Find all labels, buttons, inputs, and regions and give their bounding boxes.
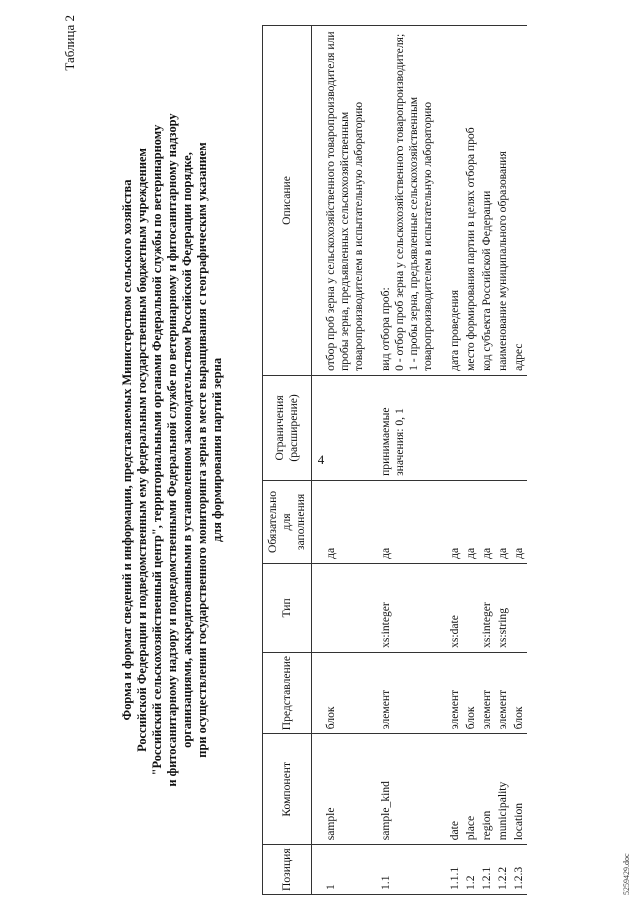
cell-position: 1.1.1 <box>436 845 463 895</box>
table-row <box>367 26 436 895</box>
cell-restriction <box>312 375 368 480</box>
cell-type <box>312 563 368 652</box>
description-line: адрес <box>512 343 525 371</box>
cell-required: да <box>312 480 368 563</box>
cell-type: xs:string <box>495 563 511 652</box>
heading-line: для формирования партий зерна <box>210 357 224 543</box>
heading-line: организациями, аккредитованными в установленном законодательством Российской Федерации порядке, <box>180 152 194 748</box>
cell-required: да <box>511 480 527 563</box>
cell-description <box>367 26 436 376</box>
table-row <box>312 26 368 895</box>
description-line: место формирования партии в целях отбора проб <box>464 127 477 371</box>
header-required: Обязательно для заполнения <box>263 480 312 563</box>
description-line: дата проведения <box>448 289 461 371</box>
header-type: Тип <box>263 563 312 652</box>
description-line: вид отбора проб: <box>379 287 392 371</box>
description-line: 0 - отбор проб зерна у сельскохозяйственного товаропроизводителя; <box>393 33 406 371</box>
cell-representation: блок <box>312 652 368 733</box>
table-row <box>436 26 463 895</box>
cell-component: sample_kind <box>367 734 436 845</box>
heading-line: при осуществлении государственного мониторинга зерна в месте выращивания с географическим указанием <box>195 142 209 758</box>
header-description: Описание <box>263 26 312 376</box>
cell-position: 1.2.3 <box>511 845 527 895</box>
cell-position: 1.2.1 <box>479 845 495 895</box>
table-row <box>463 26 479 895</box>
cell-required: да <box>479 480 495 563</box>
cell-required: да <box>495 480 511 563</box>
heading-line: "Российский сельскохозяйственный центр", территориальными органами Федеральной службы по ветеринарному <box>150 124 164 776</box>
cell-position: 1.1 <box>367 845 436 895</box>
cell-required: да <box>436 480 463 563</box>
table-body <box>312 26 528 895</box>
cell-representation: блок <box>511 652 527 733</box>
cell-component: date <box>436 734 463 845</box>
cell-required: да <box>463 480 479 563</box>
cell-restriction <box>436 375 463 480</box>
cell-position: 1 <box>312 845 368 895</box>
heading-line: Российской Федерации и подведомственным ему федеральным государственным бюджетным учреждением <box>135 148 149 752</box>
cell-position: 1.2 <box>463 845 479 895</box>
description-line: отбор проб зерна у сельскохозяйственного товаропроизводителя или пробы зерна, предъявленных сельскохозяйственным товаропроизводителем в испытательную лабораторию <box>324 31 365 371</box>
footer-code: 5259429.doc <box>622 853 631 895</box>
header-representation: Представление <box>263 652 312 733</box>
cell-component: place <box>463 734 479 845</box>
cell-type <box>511 563 527 652</box>
cell-restriction <box>479 375 495 480</box>
table-row <box>479 26 495 895</box>
cell-representation: элемент <box>479 652 495 733</box>
header-position: Позиция <box>263 845 312 895</box>
cell-required: да <box>367 480 436 563</box>
table-label: Таблица 2 <box>62 15 77 71</box>
header-component: Компонент <box>263 734 312 845</box>
heading-line: Форма и формат сведений и информации, представляемых Министерством сельского хозяйства <box>120 179 134 721</box>
table-row <box>511 26 527 895</box>
cell-restriction: принимаемые значения: 0, 1 <box>367 375 436 480</box>
page-number: 4 <box>317 452 325 467</box>
cell-description <box>495 26 511 376</box>
cell-component: location <box>511 734 527 845</box>
cell-representation: элемент <box>495 652 511 733</box>
cell-type: xs:integer <box>479 563 495 652</box>
cell-component: municipality <box>495 734 511 845</box>
cell-restriction <box>463 375 479 480</box>
spec-table <box>262 25 527 895</box>
cell-restriction <box>495 375 511 480</box>
cell-representation: элемент <box>436 652 463 733</box>
heading-line: и фитосанитарному надзору и подведомственными Федеральной службе по ветеринарному и фитосанитарному надзору <box>165 113 179 787</box>
header-restriction: Ограничения (расширение) <box>263 375 312 480</box>
cell-type: xs:date <box>436 563 463 652</box>
cell-description <box>312 26 368 376</box>
cell-representation: элемент <box>367 652 436 733</box>
cell-description <box>479 26 495 376</box>
table-header-row <box>263 26 312 895</box>
cell-restriction <box>511 375 527 480</box>
cell-type <box>463 563 479 652</box>
description-line: код субъекта Российской Федерации <box>480 190 493 371</box>
cell-description <box>436 26 463 376</box>
cell-position: 1.2.2 <box>495 845 511 895</box>
cell-description <box>511 26 527 376</box>
cell-component: region <box>479 734 495 845</box>
cell-component: sample <box>312 734 368 845</box>
cell-representation: блок <box>463 652 479 733</box>
cell-description <box>463 26 479 376</box>
description-line: наименование муниципального образования <box>496 151 509 371</box>
description-line: 1 - пробы зерна, предъявленные сельскохозяйственным товаропроизводителем в испытательную лабораторию <box>407 96 434 371</box>
cell-type: xs:integer <box>367 563 436 652</box>
table-row <box>495 26 511 895</box>
document-heading <box>120 90 225 810</box>
